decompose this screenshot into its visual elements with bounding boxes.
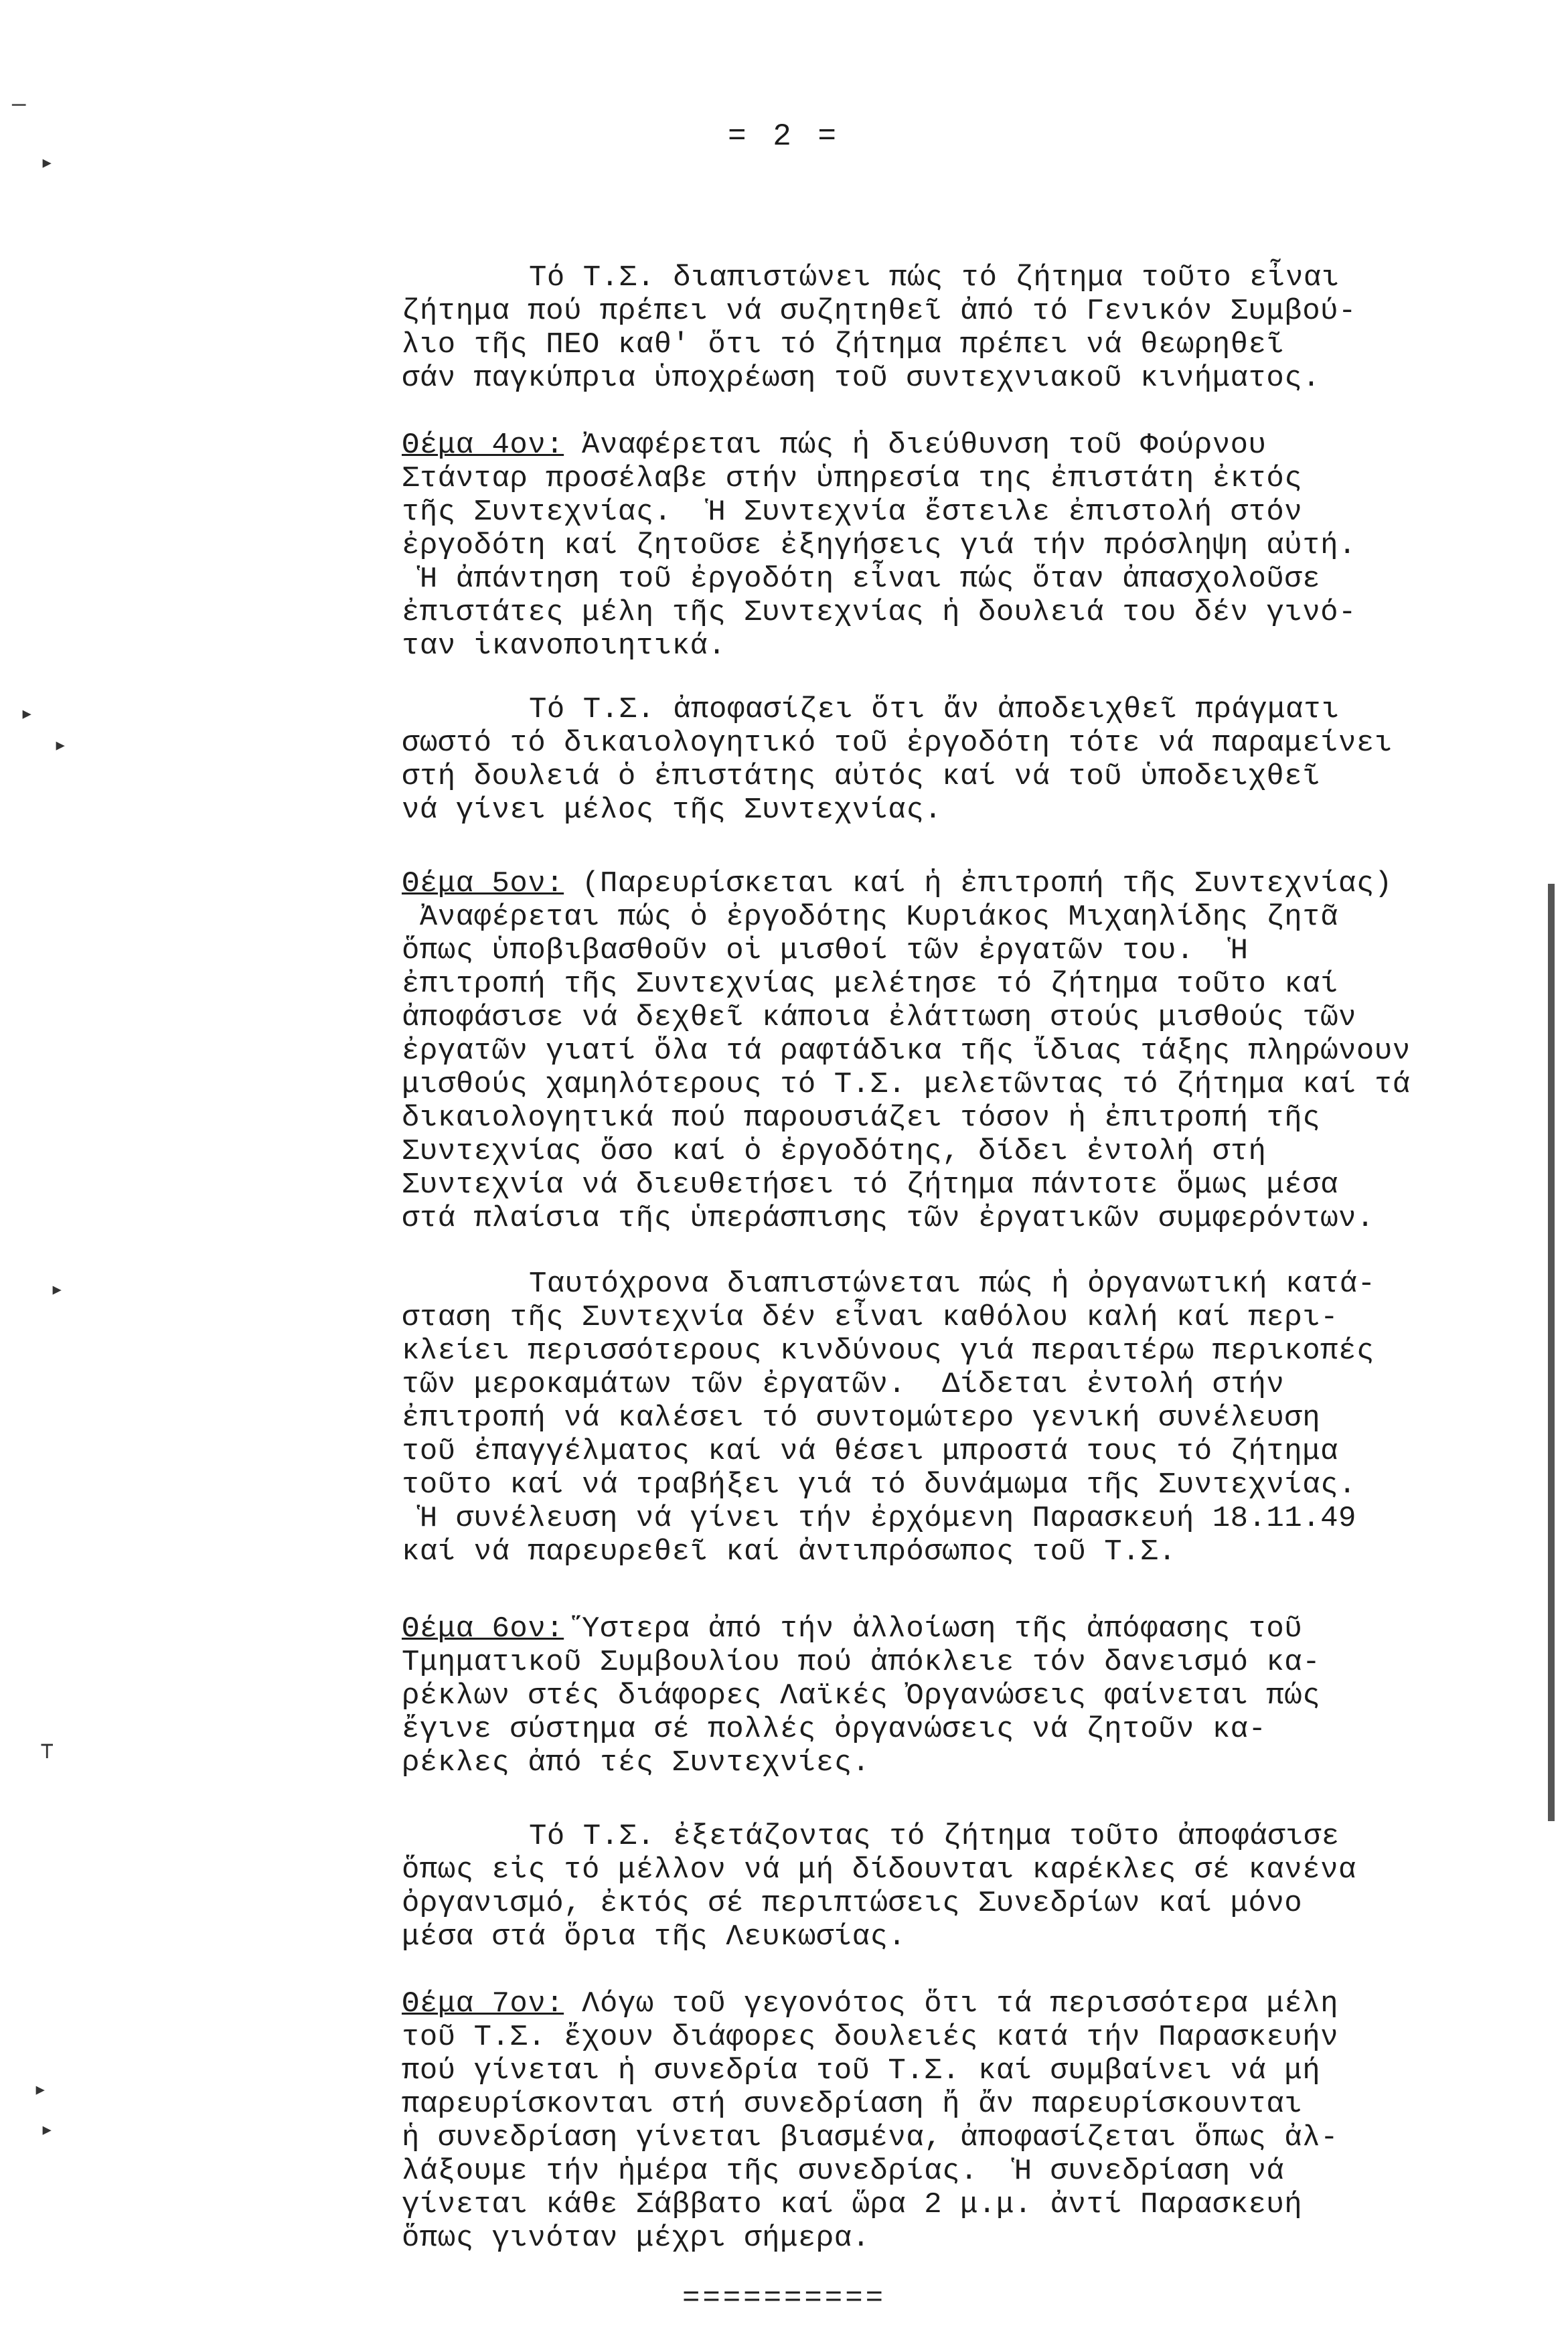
text-line: μέσα στά ὅρια τῆς Λευκωσίας. bbox=[402, 1920, 907, 1954]
text-line: ἀποφάσισε νά δεχθεῖ κάποια ἐλάττωση στούς μισθούς τῶν bbox=[402, 1001, 1356, 1034]
text-line: σταση τῆς Συντεχνία δέν εἶναι καθόλου καλή καί περι- bbox=[402, 1301, 1339, 1334]
text-line-continuation: (Παρευρίσκεται καί ἡ ἐπιτροπή τῆς Συντεχνίας) bbox=[564, 867, 1393, 901]
scan-edge-shadow bbox=[1548, 884, 1555, 1821]
text-line: Τμηματικοῦ Συμβουλίου πού ἀπόκλειε τόν δανεισμό κα- bbox=[402, 1646, 1321, 1679]
text-line: τῆς Συντεχνίας. Ἡ Συντεχνία ἔστειλε ἐπιστολή στόν bbox=[402, 495, 1303, 529]
text-line: Τό Τ.Σ. ἀποφασίζει ὅτι ἄν ἀποδειχθεῖ πράγματι bbox=[529, 693, 1340, 726]
text-line: ἐπιτροπή τῆς Συντεχνίας μελέτησε τό ζήτημα τοῦτο καί bbox=[402, 967, 1339, 1001]
scan-mark: ▸ bbox=[50, 1278, 64, 1304]
text-line: Τό Τ.Σ. διαπιστώνει πώς τό ζήτημα τοῦτο εἶναι bbox=[529, 261, 1340, 295]
text-line: ὀργανισμό, ἐκτός σέ περιπτώσεις Συνεδρίων καί μόνο bbox=[402, 1887, 1303, 1920]
text-line: λιο τῆς ΠΕΟ καθ' ὅτι τό ζήτημα πρέπει νά θεωρηθεῖ bbox=[402, 328, 1285, 362]
text-line: Συντεχνίας ὅσο καί ὁ ἐργοδότης, δίδει ἐντολή στή bbox=[402, 1135, 1267, 1168]
text-line bbox=[402, 428, 1540, 462]
topic-label: Θέμα 4ον: bbox=[402, 428, 564, 462]
text-line: Τό Τ.Σ. ἐξετάζοντας τό ζήτημα τοῦτο ἀποφάσισε bbox=[529, 1820, 1340, 1853]
text-line-continuation: Λόγω τοῦ γεγονότος ὅτι τά περισσότερα μέλη bbox=[564, 1987, 1339, 2021]
text-line: παρευρίσκονται στή συνεδρίαση ἤ ἄν παρευρίσκουνται bbox=[402, 2088, 1303, 2121]
topic-4-paragraph bbox=[402, 428, 1540, 663]
scan-mark: ▸ bbox=[20, 702, 34, 728]
topic-label: Θέμα 7ον: bbox=[402, 1987, 564, 2021]
text-line: ἐργατῶν γιατί ὅλα τά ραφτάδικα τῆς ἴδιας τάξης πληρώνουν bbox=[402, 1034, 1411, 1068]
text-line: τοῦτο καί νά τραβήξει γιά τό δυνάμωμα τῆς Συντεχνίας. bbox=[402, 1468, 1356, 1502]
text-line: Συντεχνία νά διευθετήσει τό ζήτημα πάντοτε ὅμως μέσα bbox=[402, 1168, 1339, 1202]
text-line: ἡ συνεδρίαση γίνεται βιασμένα, ἀποφασίζεται ὅπως ἀλ- bbox=[402, 2121, 1339, 2155]
text-line: δικαιολογητικά πού παρουσιάζει τόσον ἡ ἐπιτροπή τῆς bbox=[402, 1101, 1321, 1135]
text-line bbox=[402, 1987, 1540, 2021]
scan-mark: ▸ bbox=[54, 734, 68, 759]
text-line: τοῦ ἐπαγγέλματος καί νά θέσει μπροστά τους τό ζήτημα bbox=[402, 1435, 1339, 1468]
text-line: νά γίνει μέλος τῆς Συντεχνίας. bbox=[402, 793, 943, 827]
text-line: καί νά παρευρεθεῖ καί ἀντιπρόσωπος τοῦ Τ.Σ. bbox=[402, 1535, 1176, 1569]
text-line: ὅπως ὑποβιβασθοῦν οἱ μισθοί τῶν ἐργατῶν του. Ἡ bbox=[402, 934, 1249, 967]
text-line: Στάνταρ προσέλαβε στήν ὑπηρεσία της ἐπιστάτη ἐκτός bbox=[402, 462, 1303, 495]
text-line: ἐπιτροπή νά καλέσει τό συντομώτερο γενική συνέλευση bbox=[402, 1401, 1321, 1435]
text-line bbox=[402, 867, 1540, 901]
text-line: Ἡ συνέλευση νά γίνει τήν ἐρχόμενη Παρασκευή 18.11.49 bbox=[402, 1502, 1356, 1535]
text-line-continuation: Ὕστερα ἀπό τήν ἀλλοίωση τῆς ἀπόφασης τοῦ bbox=[564, 1612, 1303, 1646]
paragraph bbox=[402, 693, 1540, 827]
text-line: Ταυτόχρονα διαπιστώνεται πώς ἡ ὀργανωτική κατά- bbox=[529, 1267, 1376, 1301]
text-line: τοῦ Τ.Σ. ἔχουν διάφορες δουλειές κατά τήν Παρασκευήν bbox=[402, 2021, 1339, 2054]
topic-7-paragraph bbox=[402, 1987, 1540, 2255]
text-line-continuation: Ἀναφέρεται πώς ἡ διεύθυνση τοῦ Φούρνου bbox=[564, 428, 1267, 462]
text-line: ρέκλων στές διάφορες Λαϊκές Ὀργανώσεις φαίνεται πώς bbox=[402, 1679, 1321, 1713]
text-line: στά πλαίσια τῆς ὑπεράσπισης τῶν ἐργατικῶν συμφερόντων. bbox=[402, 1202, 1375, 1235]
scan-mark: ─ bbox=[12, 94, 26, 119]
text-line: ζήτημα πού πρέπει νά συζητηθεῖ ἀπό τό Γενικόν Συμβού- bbox=[402, 295, 1356, 328]
scan-mark: ▸ bbox=[33, 2078, 48, 2104]
text-line: Ἡ ἀπάντηση τοῦ ἐργοδότη εἶναι πώς ὅταν ἀπασχολοῦσε bbox=[402, 562, 1321, 596]
text-line: ἐπιστάτες μέλη τῆς Συντεχνίας ἡ δουλειά του δέν γινό- bbox=[402, 596, 1356, 629]
topic-label: Θέμα 6ον: bbox=[402, 1612, 564, 1646]
topic-label: Θέμα 5ον: bbox=[402, 867, 564, 901]
paragraph bbox=[402, 1267, 1540, 1569]
text-line: πού γίνεται ἡ συνεδρία τοῦ Τ.Σ. καί συμβαίνει νά μή bbox=[402, 2054, 1321, 2088]
paragraph bbox=[402, 1820, 1540, 1954]
text-line: σωστό τό δικαιολογητικό τοῦ ἐργοδότη τότε νά παραμείνει bbox=[402, 726, 1393, 760]
text-line bbox=[402, 1612, 1540, 1646]
page-number: = 2 = bbox=[727, 119, 841, 154]
topic-6-paragraph bbox=[402, 1612, 1540, 1780]
topic-5-paragraph bbox=[402, 867, 1540, 1235]
scan-mark: ▸ bbox=[40, 151, 54, 177]
text-line: ἐργοδότη καί ζητοῦσε ἐξηγήσεις γιά τήν πρόσληψη αὐτή. bbox=[402, 529, 1356, 562]
text-line: ὅπως γινόταν μέχρι σήμερα. bbox=[402, 2222, 870, 2255]
text-line: Ἀναφέρεται πώς ὁ ἐργοδότης Κυριάκος Μιχαηλίδης ζητᾶ bbox=[402, 901, 1339, 934]
text-line: ὅπως εἰς τό μέλλον νά μή δίδουνται καρέκλες σέ κανένα bbox=[402, 1853, 1356, 1887]
text-line: λάξουμε τήν ἡμέρα τῆς συνεδρίας. Ἡ συνεδρίαση νά bbox=[402, 2155, 1285, 2188]
text-line: κλείει περισσότερους κινδύνους γιά περαιτέρω περικοπές bbox=[402, 1334, 1375, 1368]
text-line: ἔγινε σύστημα σέ πολλές ὀργανώσεις νά ζητοῦν κα- bbox=[402, 1713, 1267, 1746]
text-line: μισθούς χαμηλότερους τό Τ.Σ. μελετῶντας τό ζήτημα καί τά bbox=[402, 1068, 1411, 1101]
text-line: τῶν μεροκαμάτων τῶν ἐργατῶν. Δίδεται ἐντολή στήν bbox=[402, 1368, 1285, 1401]
paragraph bbox=[402, 261, 1540, 395]
scan-mark: ⊤ bbox=[40, 1740, 54, 1766]
text-line: γίνεται κάθε Σάββατο καί ὥρα 2 μ.μ. ἀντί Παρασκευή bbox=[402, 2188, 1303, 2222]
text-line: στή δουλειά ὁ ἐπιστάτης αὐτός καί νά τοῦ ὑποδειχθεῖ bbox=[402, 760, 1321, 793]
scan-mark: ▸ bbox=[40, 2118, 54, 2144]
text-line: σάν παγκύπρια ὑποχρέωση τοῦ συντεχνιακοῦ κινήματος. bbox=[402, 362, 1321, 395]
text-line: ρέκλες ἀπό τές Συντεχνίες. bbox=[402, 1746, 870, 1780]
text-line: ταν ἱκανοποιητικά. bbox=[402, 629, 726, 663]
end-rule: ========== bbox=[682, 2282, 886, 2315]
